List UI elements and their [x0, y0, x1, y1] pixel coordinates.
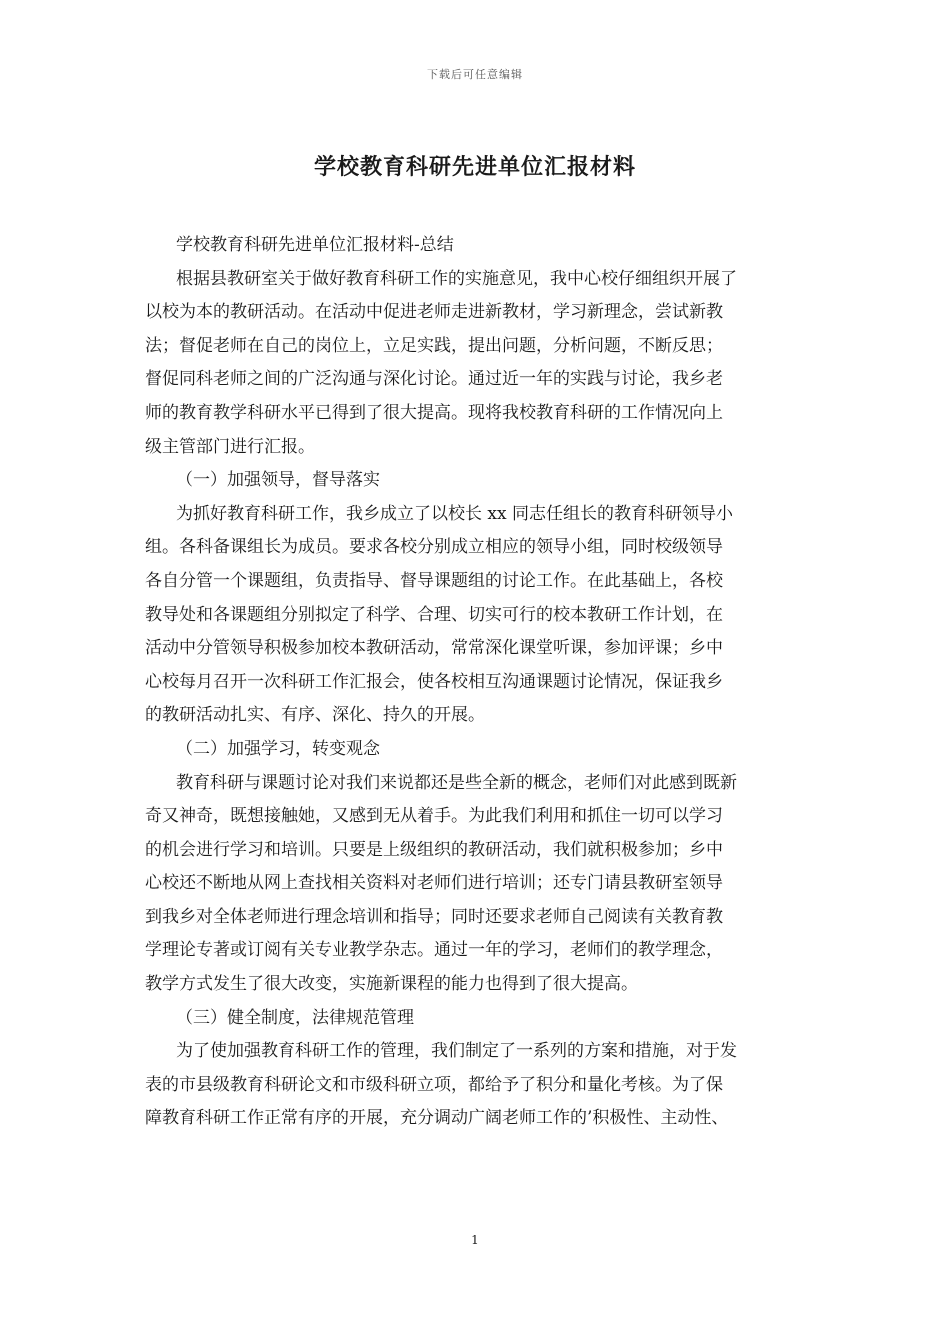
- body-line: 为了使加强教育科研工作的管理，我们制定了一系列的方案和措施，对于发: [176, 1041, 737, 1062]
- body-line: 学理论专著或订阅有关专业教学杂志。通过一年的学习，老师们的教学理念，: [145, 940, 723, 961]
- body-line: 心校还不断地从网上查找相关资料对老师们进行培训；还专门请县教研室领导: [145, 873, 723, 894]
- body-line: 教学方式发生了很大改变，实施新课程的能力也得到了很大提高。: [145, 974, 638, 995]
- body-line: 根据县教研室关于做好教育科研工作的实施意见，我中心校仔细组织开展了: [176, 268, 737, 289]
- body-line: 学校教育科研先进单位汇报材料-总结: [176, 235, 454, 255]
- body-line: 的机会进行学习和培训。只要是上级组织的教研活动，我们就积极参加；乡中: [145, 839, 723, 860]
- document-title: 学校教育科研先进单位汇报材料: [313, 154, 636, 180]
- page-header-note: 下载后可任意编辑: [427, 68, 523, 81]
- body-line: 教育科研与课题讨论对我们来说都还是些全新的概念，老师们对此感到既新: [176, 772, 737, 793]
- body-line: 心校每月召开一次科研工作汇报会，使各校相互沟通课题讨论情况，保证我乡: [145, 671, 723, 692]
- body-line: 以校为本的教研活动。在活动中促进老师走进新教材，学习新理念，尝试新教: [145, 302, 723, 323]
- body-line: 表的市县级教育科研论文和市级科研立项，都给予了积分和量化考核。为了保: [145, 1074, 723, 1095]
- body-line: 教导处和各课题组分别拟定了科学、合理、切实可行的校本教研工作计划，在: [145, 604, 723, 625]
- body-line: 的教研活动扎实、有序、深化、持久的开展。: [145, 705, 485, 726]
- body-line: 奇又神奇，既想接触她，又感到无从着手。为此我们利用和抓住一切可以学习: [145, 806, 723, 827]
- body-line: 法；督促老师在自己的岗位上，立足实践，提出问题，分析问题，不断反思；: [145, 335, 723, 356]
- body-line: 为抓好教育科研工作，我乡成立了以校长 xx 同志任组长的教育科研领导小: [176, 503, 733, 524]
- page-number: 1: [471, 1233, 479, 1247]
- body-line: 活动中分管领导积极参加校本教研活动，常常深化课堂听课，参加评课；乡中: [145, 638, 723, 659]
- body-line: 督促同科老师之间的广泛沟通与深化讨论。通过近一年的实践与讨论，我乡老: [145, 369, 723, 390]
- section-heading: （一）加强领导，督导落实: [176, 470, 380, 491]
- section-heading: （二）加强学习，转变观念: [176, 738, 380, 759]
- body-line: 级主管部门进行汇报。: [145, 436, 315, 457]
- body-line: 到我乡对全体老师进行理念培训和指导；同时还要求老师自己阅读有关教育教: [145, 906, 723, 927]
- document-body: [145, 229, 810, 1136]
- body-line: 障教育科研工作正常有序的开展，充分调动广阔老师工作的’积极性、主动性、: [145, 1108, 729, 1129]
- section-heading: （三）健全制度，法律规范管理: [176, 1007, 414, 1028]
- body-line: 各自分管一个课题组，负责指导、督导课题组的讨论工作。在此基础上，各校: [145, 570, 723, 591]
- body-line: 师的教育教学科研水平已得到了很大提高。现将我校教育科研的工作情况向上: [145, 402, 723, 423]
- body-line: 组。各科备课组长为成员。要求各校分别成立相应的领导小组，同时校级领导: [145, 537, 723, 558]
